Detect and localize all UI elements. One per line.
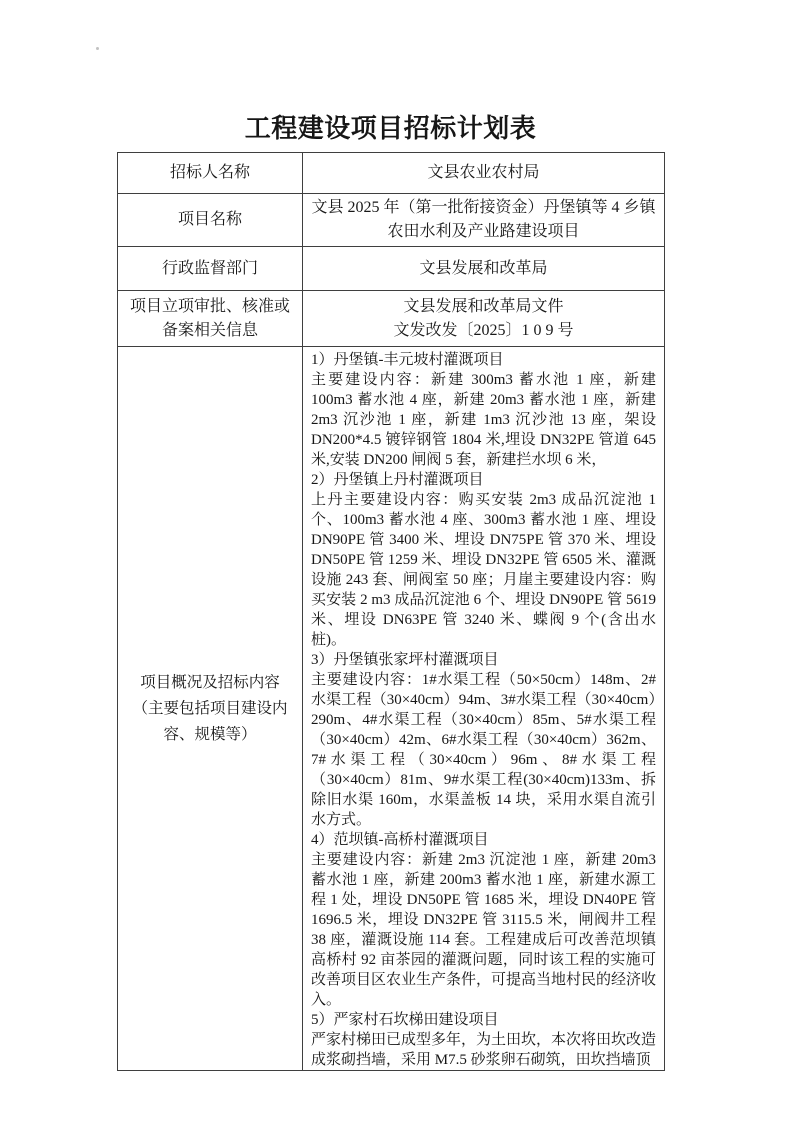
project-overview-value [303,347,665,1071]
section-1-body: 主要建设内容：新建 300m3 蓄水池 1 座，新建 100m3 蓄水池 4 座，新建 20m3 蓄水池 1 座，新建 2m3 沉沙池 1 座，新建 1m3 沉沙池 13 座，架设 DN200*4.5 镀锌钢管 1804 米,埋设 DN32PE 管道 645 米,安装 DN200 闸阀 5 套，新建拦水坝 6 米， [311,372,656,468]
project-overview-content [303,347,664,1070]
section-3-heading: 3）丹堡镇张家坪村灌溉项目 [311,652,499,668]
section-2-body: 上丹主要建设内容：购买安装 2m3 成品沉淀池 1 个、100m3 蓄水池 4 座、300m3 蓄水池 1 座、埋设 DN90PE 管 3400 米、埋设 DN75PE 管 370 米、埋设 DN50PE 管 1259 米、埋设 DN32PE 管 6505 米、灌溉设施 243 套、闸阀室 50 座；月崖主要建设内容：购买安装 2 m3 成品沉淀池 6 个、埋设 DN90PE 管 5619 米、埋设 DN63PE 管 3240 米、蝶阀 9 个(含出水桩)。 [311,492,656,648]
table-row-approval-info [118,291,665,347]
supervision-dept-value: 文县发展和改革局 [303,247,665,291]
approval-doc-issuer: 文县发展和改革局文件 [403,297,564,315]
table-row-project-overview [118,347,665,1071]
table-row-bidder-name [118,153,665,194]
project-name-value: 文县 2025 年（第一批衔接资金）丹堡镇等 4 乡镇农田水利及产业路建设项目 [303,194,665,247]
project-overview-label: 项目概况及招标内容（主要包括项目建设内容、规模等） [118,347,303,1071]
approval-info-value [303,291,665,347]
section-3-body: 主要建设内容：1#水渠工程（50×50cm）148m、2#水渠工程（30×40cm）94m、3#水渠工程（30×40cm）290m、4#水渠工程（30×40cm）85m、5#水渠工程（30×40cm）42m、6#水渠工程（30×40cm）362m、7#水渠工程（30×40cm）96m、8#水渠工程（30×40cm）81m、9#水渠工程(30×40cm)133m、拆除旧水渠 160m，水渠盖板 14 块，采用水渠自流引水方式。 [311,672,656,828]
approval-doc-number: 文发改发〔2025〕1 0 9 号 [393,321,574,339]
section-4-heading: 4）范坝镇-高桥村灌溉项目 [311,832,489,848]
section-1-heading: 1）丹堡镇-丰元坡村灌溉项目 [311,352,504,368]
scan-speck [96,47,99,50]
section-5-heading: 5）严家村石坎梯田建设项目 [311,1012,499,1028]
supervision-dept-label: 行政监督部门 [118,247,303,291]
approval-info-label: 项目立项审批、核准或备案相关信息 [118,291,303,347]
bidding-plan-table [117,152,665,1071]
bidder-name-label: 招标人名称 [118,153,303,194]
project-name-label: 项目名称 [118,194,303,247]
section-5-body: 严家村梯田已成型多年，为土田坎，本次将田坎改造成浆砌挡墙，采用 M7.5 砂浆卵石砌筑，田坎挡墙顶 [311,1032,657,1068]
table-row-project-name [118,194,665,247]
table-row-supervision-dept [118,247,665,291]
page-title: 工程建设项目招标计划表 [244,113,537,143]
section-2-heading: 2）丹堡镇上丹村灌溉项目 [311,472,484,488]
bidder-name-value: 文县农业农村局 [303,153,665,194]
section-4-body: 主要建设内容：新建 2m3 沉淀池 1 座，新建 20m3 蓄水池 1 座，新建 200m3 蓄水池 1 座，新建水源工程 1 处，埋设 DN50PE 管 1685 米，埋设 DN40PE 管 1696.5 米，埋设 DN32PE 管 3115.5 米，闸阀井工程 38 座，灌溉设施 114 套。工程建成后可改善范坝镇高桥村 92 亩茶园的灌溉问题，同时该工程的实施可改善项目区农业生产条件，可提高当地村民的经济收入。 [311,852,657,1008]
